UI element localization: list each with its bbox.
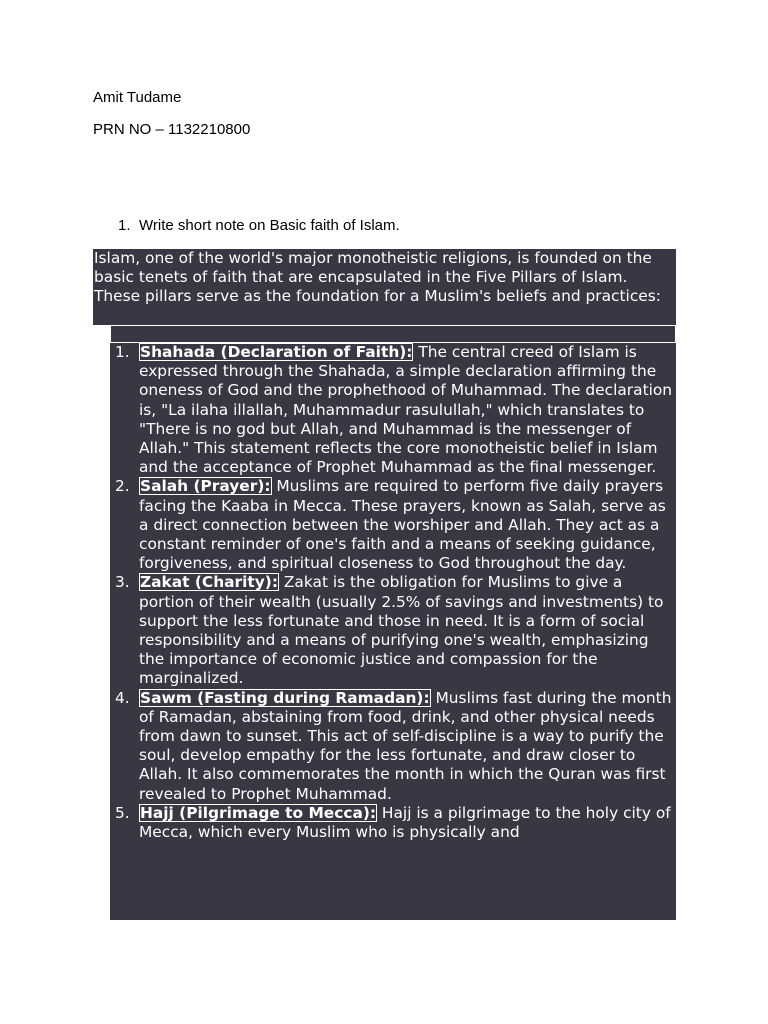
pillar-term: Sawm (Fasting during Ramadan):	[140, 688, 430, 707]
pillars-list	[110, 343, 676, 842]
pillar-item-sawm	[110, 689, 676, 804]
pillar-term: Shahada (Declaration of Faith):	[140, 343, 413, 361]
pillar-number: 2.	[115, 477, 130, 496]
question-number: 1.	[118, 217, 131, 234]
pillar-description: Zakat is the obligation for Muslims to give a portion of their wealth (usually 2.5% of savings and investments) to support the less fortunate and those in need. It is a form of social responsibility and a means of purifying one's wealth, emphasizing the importance of economic justice and compassion for the marginalized.	[139, 573, 664, 688]
pillars-list-container	[110, 343, 676, 920]
pillar-number: 5.	[115, 803, 130, 822]
pillar-term: Zakat (Charity):	[140, 573, 278, 592]
pillar-description: Muslims fast during the month of Ramadan, abstaining from food, drink, and other physical needs from dawn to sunset. This act of self-discipline is a way to purify the soul, develop empathy for the less fortunate, and draw closer to Allah. It also commemorates the month in which the Quran was first revealed to Prophet Muhammad.	[139, 688, 672, 803]
pillar-item-salah	[110, 477, 676, 573]
pillar-description: Muslims are required to perform five daily prayers facing the Kaaba in Mecca. These prayers, known as Salah, serve as a direct connection between the worshiper and Allah. They act as a constant reminder of one's faith and a means of seeking guidance, forgiveness, and spiritual closeness to God throughout the day.	[139, 477, 666, 573]
pillar-number: 3.	[115, 573, 130, 592]
intro-paragraph: Islam, one of the world's major monotheistic religions, is founded on the basic tenets of faith that are encapsulated in the Five Pillars of Islam. These pillars serve as the foundation for a Muslim's beliefs and practices:	[93, 249, 676, 325]
question-heading	[118, 217, 400, 235]
author-name: Amit Tudame	[93, 89, 182, 106]
pillar-number: 4.	[115, 688, 130, 707]
pillar-item-zakat	[110, 573, 676, 688]
pillar-item-hajj	[110, 804, 676, 842]
question-text: Write short note on Basic faith of Islam.	[139, 217, 400, 234]
prn-number: PRN NO – 1132210800	[93, 121, 251, 138]
pillar-description: The central creed of Islam is expressed through the Shahada, a simple declaration affirming the oneness of God and the prophethood of Muhammad. The declaration is, "La ilaha illallah, Muhammadur rasulullah," which translates to "There is no god but Allah, and Muhammad is the messenger of Allah." This statement reflects the core monotheistic belief in Islam and the acceptance of Prophet Muhammad as the final messenger.	[139, 343, 673, 477]
pillar-term: Hajj (Pilgrimage to Mecca):	[140, 803, 377, 822]
pillar-description: Hajj is a pilgrimage to the holy city of Mecca, which every Muslim who is physically and	[139, 803, 671, 842]
pillar-term: Salah (Prayer):	[140, 477, 271, 496]
pillar-item-shahada	[110, 343, 676, 477]
empty-row	[110, 325, 676, 343]
pillar-number: 1.	[115, 343, 130, 361]
